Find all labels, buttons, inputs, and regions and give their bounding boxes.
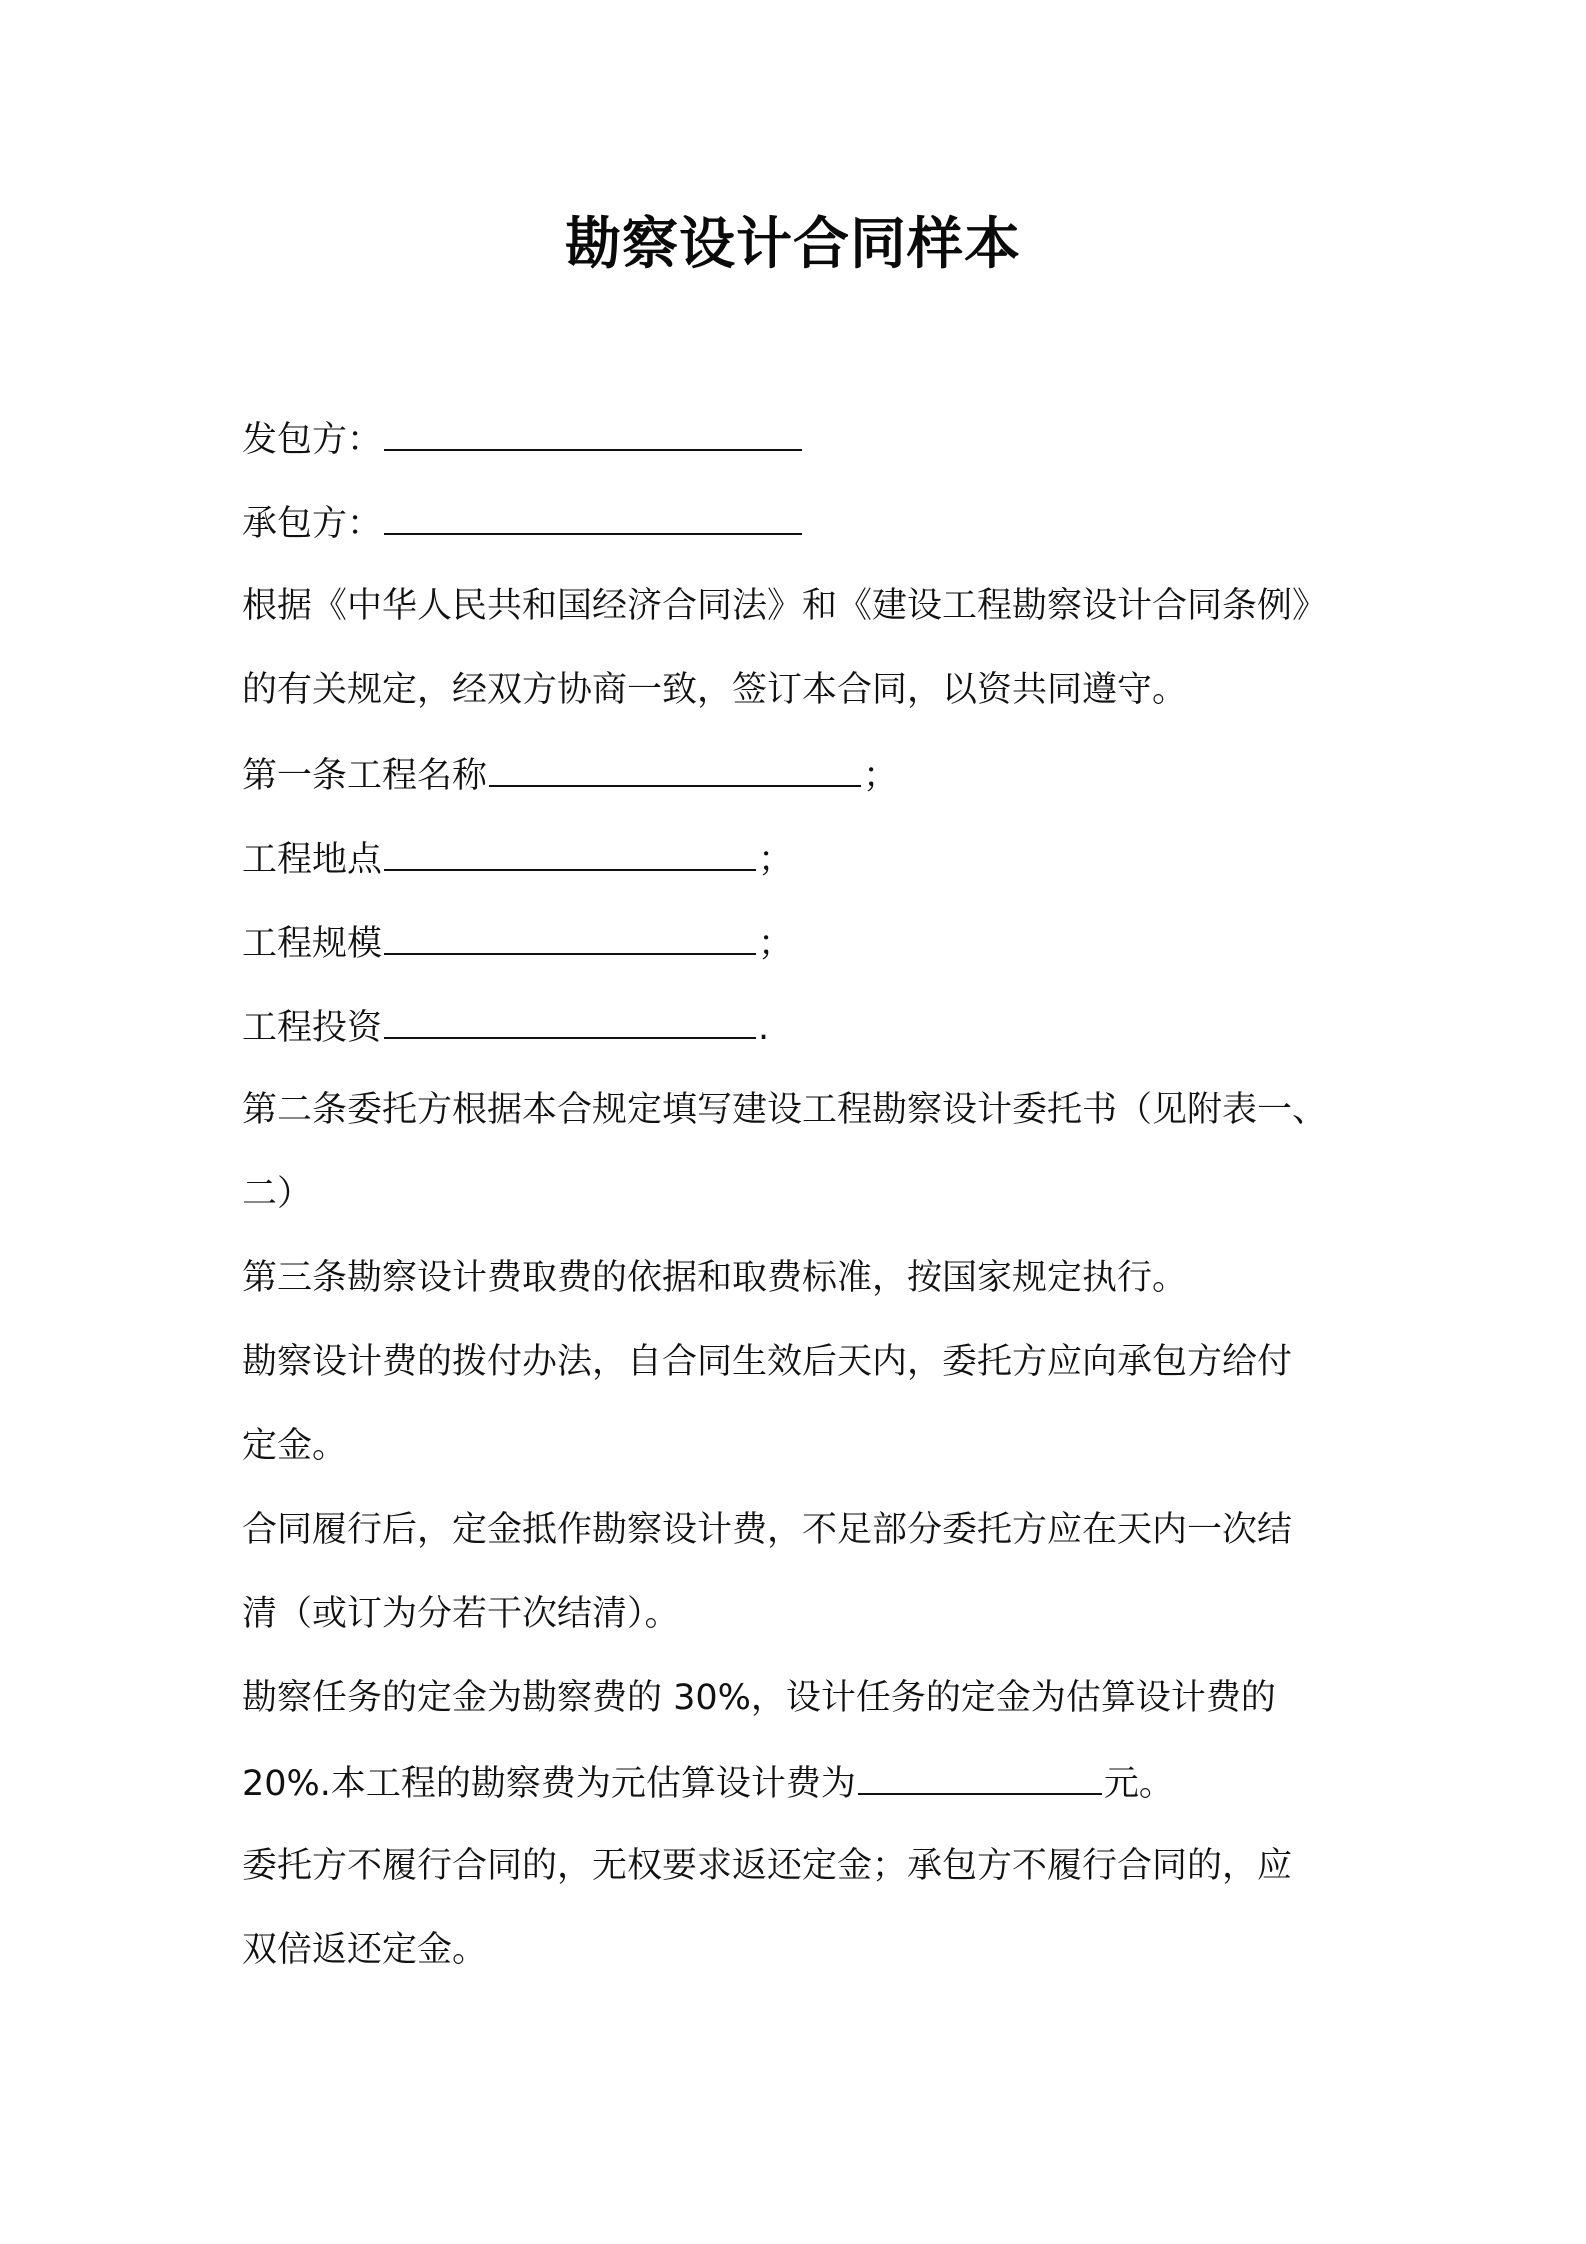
party-a-label: 发包方： xyxy=(242,420,383,460)
project-location-line: 工程地点 ； xyxy=(242,833,793,885)
paragraph-line: 合同履行后，定金抵作勘察设计费，不足部分委托方应在天内一次结 xyxy=(242,1510,1293,1550)
project-scale-blank[interactable] xyxy=(384,917,756,955)
paragraph-line: 双倍返还定金。 xyxy=(242,1930,488,1970)
party-a-line xyxy=(242,413,804,465)
paragraph-line: 第三条勘察设计费取费的依据和取费标准，按国家规定执行。 xyxy=(242,1258,1188,1298)
paragraph-line: 根据《中华人民共和国经济合同法》和《建设工程勘察设计合同条例》 xyxy=(242,586,1328,626)
project-investment-label: 工程投资 xyxy=(242,1008,383,1048)
project-name-line: 第一条工程名称 ； xyxy=(242,749,898,801)
party-b-label: 承包方： xyxy=(242,504,383,544)
project-scale-line: 工程规模 ； xyxy=(242,917,793,969)
project-name-label: 第一条工程名称 xyxy=(242,756,488,796)
party-a-blank[interactable] xyxy=(384,413,802,451)
design-fee-blank[interactable] xyxy=(858,1757,1102,1795)
paragraph-line: 勘察任务的定金为勘察费的 30%，设计任务的定金为估算设计费的 xyxy=(242,1678,1276,1718)
project-location-label: 工程地点 xyxy=(242,840,383,880)
document-title: 勘察设计合同样本 xyxy=(565,212,1021,277)
paragraph-line: 的有关规定，经双方协商一致，签订本合同，以资共同遵守。 xyxy=(242,670,1188,710)
paragraph-line: 清（或订为分若干次结清）。 xyxy=(242,1594,680,1634)
paragraph-line: 勘察设计费的拨付办法，自合同生效后天内，委托方应向承包方给付 xyxy=(242,1342,1293,1382)
paragraph-line: 委托方不履行合同的，无权要求返还定金；承包方不履行合同的，应 xyxy=(242,1846,1293,1886)
design-fee-line xyxy=(242,1757,1174,1809)
paragraph-line: 定金。 xyxy=(242,1426,348,1466)
project-scale-label: 工程规模 xyxy=(242,924,383,964)
project-name-blank[interactable] xyxy=(489,749,861,787)
project-location-blank[interactable] xyxy=(384,833,756,871)
paragraph-line: 第二条委托方根据本合规定填写建设工程勘察设计委托书（见附表一、 xyxy=(242,1090,1328,1130)
party-b-line xyxy=(242,497,804,549)
paragraph-line: 二） xyxy=(242,1174,313,1214)
project-investment-line: 工程投资 . xyxy=(242,1001,769,1053)
design-fee-unit: 元。 xyxy=(1103,1764,1174,1804)
project-investment-blank[interactable] xyxy=(384,1001,756,1039)
party-b-blank[interactable] xyxy=(384,497,802,535)
design-fee-label: 20%.本工程的勘察费为元估算设计费为 xyxy=(242,1764,856,1804)
